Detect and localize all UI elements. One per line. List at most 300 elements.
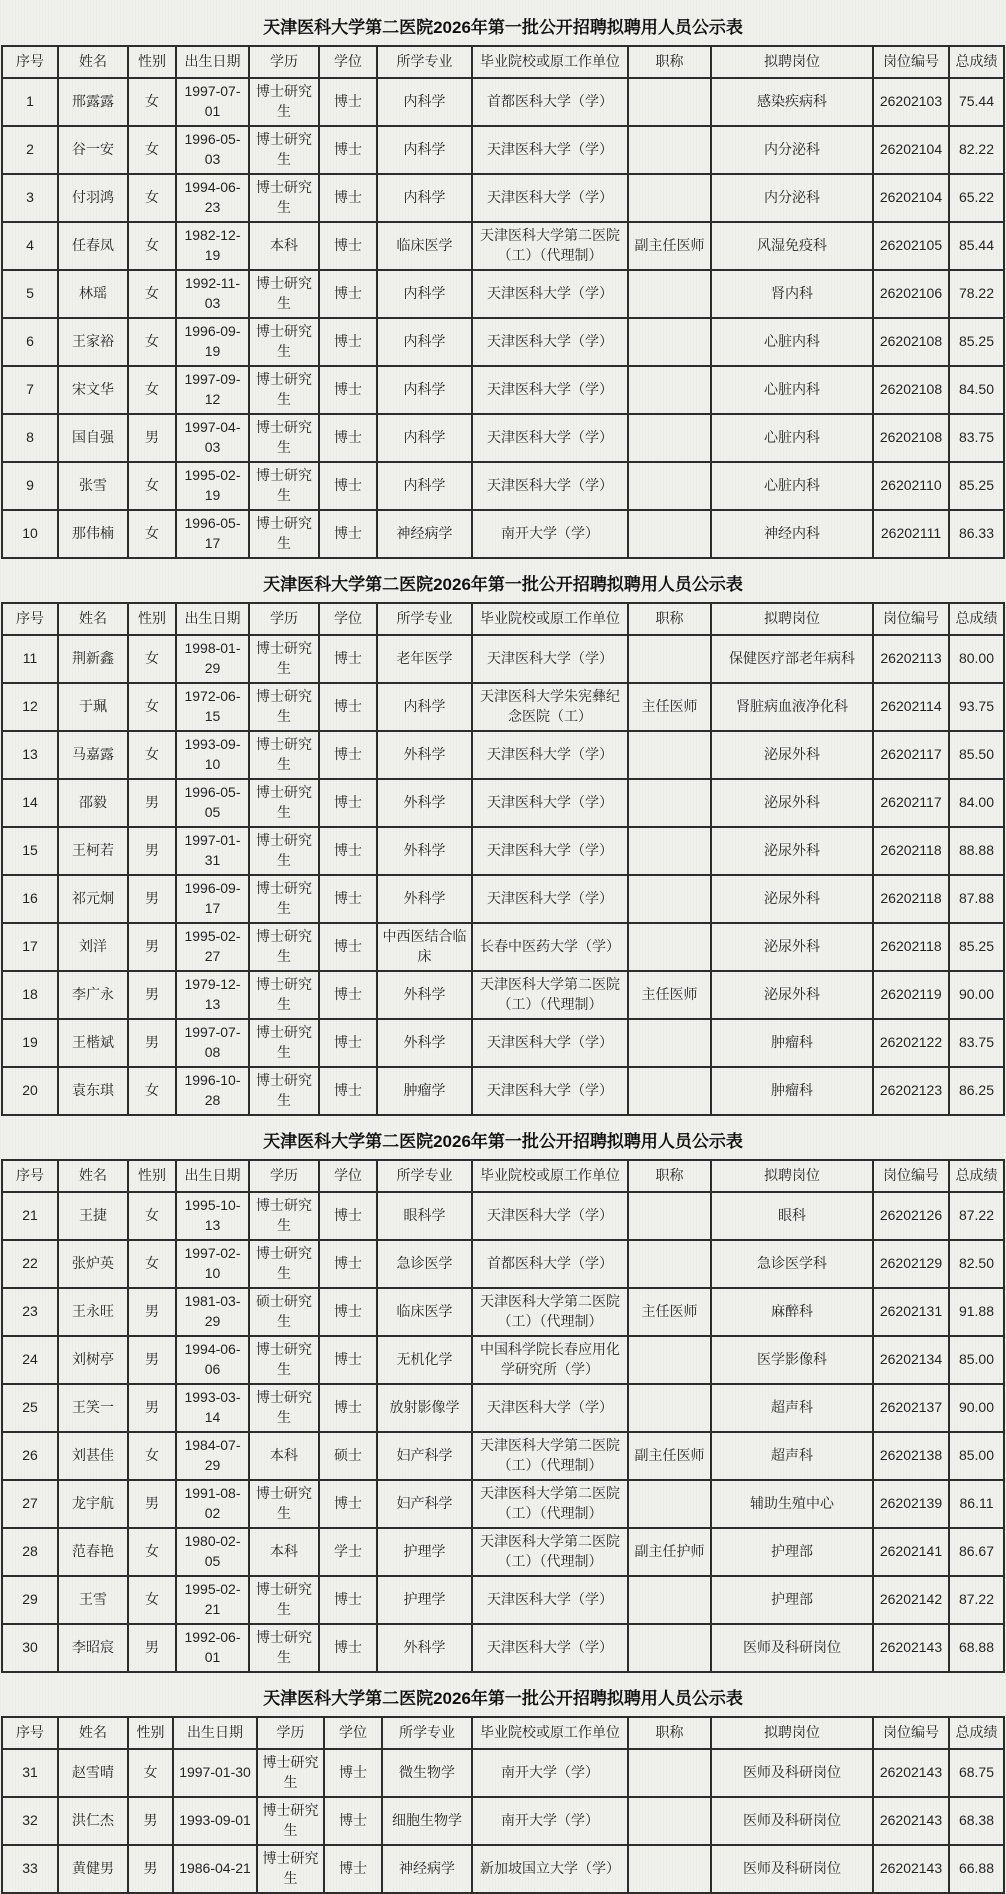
- table-cell: 博士: [319, 174, 377, 222]
- table-cell: 护理学: [377, 1528, 472, 1576]
- column-header: 职称: [628, 46, 711, 78]
- table-cell: 9: [2, 462, 58, 510]
- personnel-table-2: [1, 602, 1005, 1116]
- table-row: [2, 126, 1004, 174]
- column-header: 岗位编号: [873, 1717, 949, 1749]
- table-cell: 南开大学（学）: [472, 1749, 628, 1797]
- table-cell: 内科学: [377, 126, 472, 174]
- table-cell: 博士: [319, 875, 377, 923]
- table-cell: [628, 318, 711, 366]
- table-cell: 26202110: [873, 462, 949, 510]
- table-cell: 肾脏病血液净化科: [711, 683, 873, 731]
- table-cell: 女: [128, 1576, 176, 1624]
- table-cell: 1979-12-13: [176, 971, 249, 1019]
- table-cell: 博士: [319, 1624, 377, 1672]
- table-cell: 泌尿外科: [711, 827, 873, 875]
- table-cell: 男: [128, 1384, 176, 1432]
- table-cell: 26202143: [873, 1845, 949, 1893]
- table-cell: 博士研究生: [249, 78, 319, 126]
- table-cell: 女: [128, 683, 176, 731]
- table-cell: [628, 1749, 711, 1797]
- table-cell: 女: [128, 222, 176, 270]
- table-cell: 1982-12-19: [176, 222, 249, 270]
- table-cell: 8: [2, 414, 58, 462]
- page-title: 天津医科大学第二医院2026年第一批公开招聘拟聘用人员公示表: [263, 1132, 743, 1151]
- personnel-table-3: [1, 1159, 1005, 1673]
- table-cell: [628, 1797, 711, 1845]
- table-cell: 王柯若: [58, 827, 128, 875]
- table-cell: 首都医科大学（学）: [472, 78, 628, 126]
- table-cell: 那伟楠: [58, 510, 128, 558]
- table-cell: 博士研究生: [249, 318, 319, 366]
- table-cell: 26202143: [873, 1797, 949, 1845]
- table-cell: 1995-02-27: [176, 923, 249, 971]
- header-row: [2, 1717, 1004, 1749]
- table-cell: 邢露露: [58, 78, 128, 126]
- table-cell: 医师及科研岗位: [711, 1845, 873, 1893]
- table-cell: 王永旺: [58, 1288, 128, 1336]
- table-row: [2, 1384, 1004, 1432]
- column-header: 性别: [128, 1160, 176, 1192]
- table-cell: 26202131: [873, 1288, 949, 1336]
- column-header: 序号: [2, 1717, 58, 1749]
- column-header: 总成绩: [949, 46, 1004, 78]
- table-row: [2, 875, 1004, 923]
- table-cell: 17: [2, 923, 58, 971]
- table-cell: [628, 875, 711, 923]
- table-cell: 博士研究生: [249, 1336, 319, 1384]
- table-cell: 天津医科大学（学）: [472, 270, 628, 318]
- table-cell: 硕士: [319, 1432, 377, 1480]
- table-cell: 1996-05-17: [176, 510, 249, 558]
- table-cell: 女: [128, 635, 176, 683]
- table-cell: 博士: [319, 222, 377, 270]
- column-header: 岗位编号: [873, 603, 949, 635]
- table-cell: 男: [128, 827, 176, 875]
- table-cell: 博士: [319, 1336, 377, 1384]
- column-header: 拟聘岗位: [711, 46, 873, 78]
- table-row: [2, 1528, 1004, 1576]
- table-cell: [628, 510, 711, 558]
- table-cell: 博士研究生: [249, 1480, 319, 1528]
- table-cell: 1984-07-29: [176, 1432, 249, 1480]
- column-header: 职称: [628, 603, 711, 635]
- table-cell: [628, 414, 711, 462]
- table-cell: 博士研究生: [249, 270, 319, 318]
- table-cell: 临床医学: [377, 1288, 472, 1336]
- table-cell: 赵雪晴: [58, 1749, 128, 1797]
- table-cell: 无机化学: [377, 1336, 472, 1384]
- table-cell: 心脏内科: [711, 414, 873, 462]
- table-cell: 1994-06-06: [176, 1336, 249, 1384]
- table-cell: [628, 1480, 711, 1528]
- personnel-table-4: [1, 1716, 1005, 1894]
- table-cell: 28: [2, 1528, 58, 1576]
- table-cell: 1986-04-21: [173, 1845, 257, 1893]
- table-cell: 超声科: [711, 1384, 873, 1432]
- table-cell: 1997-01-30: [173, 1749, 257, 1797]
- table-cell: 博士研究生: [257, 1797, 324, 1845]
- table-cell: 18: [2, 971, 58, 1019]
- table-cell: 1994-06-23: [176, 174, 249, 222]
- table-cell: [628, 1192, 711, 1240]
- table-cell: 博士: [319, 1067, 377, 1115]
- table-cell: 肿瘤科: [711, 1067, 873, 1115]
- table-cell: 86.33: [949, 510, 1004, 558]
- table-cell: 袁东琪: [58, 1067, 128, 1115]
- table-cell: 31: [2, 1749, 58, 1797]
- table-cell: 博士: [319, 366, 377, 414]
- table-cell: 15: [2, 827, 58, 875]
- table-cell: 付羽鸿: [58, 174, 128, 222]
- column-header: 序号: [2, 603, 58, 635]
- table-cell: 任春凤: [58, 222, 128, 270]
- table-cell: 83.75: [949, 1019, 1004, 1067]
- table-cell: 26202105: [873, 222, 949, 270]
- table-cell: 33: [2, 1845, 58, 1893]
- table-cell: 26202134: [873, 1336, 949, 1384]
- table-cell: 26202104: [873, 174, 949, 222]
- table-row: [2, 827, 1004, 875]
- table-cell: 肿瘤科: [711, 1019, 873, 1067]
- table-cell: 天津医科大学第二医院（工）（代理制）: [472, 222, 628, 270]
- table-cell: 博士: [319, 510, 377, 558]
- table-row: [2, 270, 1004, 318]
- table-cell: [628, 779, 711, 827]
- table-cell: 天津医科大学（学）: [472, 827, 628, 875]
- table-cell: 刘洋: [58, 923, 128, 971]
- table-cell: 泌尿外科: [711, 779, 873, 827]
- table-cell: 16: [2, 875, 58, 923]
- table-cell: 博士: [319, 1240, 377, 1288]
- column-header: 学位: [324, 1717, 382, 1749]
- table-cell: 女: [128, 78, 176, 126]
- table-cell: 博士研究生: [249, 779, 319, 827]
- column-header: 毕业院校或原工作单位: [472, 46, 628, 78]
- table-cell: 82.22: [949, 126, 1004, 174]
- table-cell: 南开大学（学）: [472, 510, 628, 558]
- table-cell: 副主任护师: [628, 1528, 711, 1576]
- table-cell: 医师及科研岗位: [711, 1624, 873, 1672]
- table-cell: 博士: [319, 923, 377, 971]
- table-cell: 本科: [249, 222, 319, 270]
- table-cell: 心脏内科: [711, 366, 873, 414]
- table-cell: 天津医科大学第二医院（工）（代理制）: [472, 1528, 628, 1576]
- table-cell: 26202129: [873, 1240, 949, 1288]
- table-cell: [628, 1624, 711, 1672]
- table-cell: 14: [2, 779, 58, 827]
- table-cell: 天津医科大学（学）: [472, 126, 628, 174]
- table-cell: [628, 1336, 711, 1384]
- table-cell: 68.88: [949, 1624, 1004, 1672]
- column-header: 拟聘岗位: [711, 1160, 873, 1192]
- table-cell: 26: [2, 1432, 58, 1480]
- table-cell: 内分泌科: [711, 174, 873, 222]
- table-cell: 细胞生物学: [382, 1797, 472, 1845]
- announcement-section-4: [0, 1684, 1006, 1894]
- table-cell: 1996-10-28: [176, 1067, 249, 1115]
- table-cell: 保健医疗部老年病科: [711, 635, 873, 683]
- table-cell: 女: [128, 174, 176, 222]
- table-cell: 王家裕: [58, 318, 128, 366]
- table-cell: 外科学: [377, 1019, 472, 1067]
- table-cell: 女: [128, 1240, 176, 1288]
- table-cell: 1981-03-29: [176, 1288, 249, 1336]
- table-cell: 26202108: [873, 414, 949, 462]
- table-cell: 博士研究生: [249, 462, 319, 510]
- table-cell: 26202143: [873, 1749, 949, 1797]
- table-cell: 天津医科大学第二医院（工）（代理制）: [472, 971, 628, 1019]
- table-row: [2, 971, 1004, 1019]
- table-cell: [628, 1019, 711, 1067]
- table-row: [2, 1067, 1004, 1115]
- table-cell: 男: [128, 1624, 176, 1672]
- table-cell: 林瑶: [58, 270, 128, 318]
- table-cell: 博士研究生: [257, 1749, 324, 1797]
- table-cell: 临床医学: [377, 222, 472, 270]
- table-cell: 天津医科大学（学）: [472, 1624, 628, 1672]
- table-cell: 26202118: [873, 923, 949, 971]
- table-cell: 博士研究生: [249, 875, 319, 923]
- table-cell: 1992-11-03: [176, 270, 249, 318]
- table-cell: 26202114: [873, 683, 949, 731]
- table-cell: 女: [128, 366, 176, 414]
- table-cell: 心脏内科: [711, 462, 873, 510]
- column-header: 毕业院校或原工作单位: [472, 1717, 628, 1749]
- column-header: 序号: [2, 46, 58, 78]
- table-cell: 26202108: [873, 318, 949, 366]
- table-cell: 25: [2, 1384, 58, 1432]
- table-row: [2, 1480, 1004, 1528]
- table-cell: 1992-06-01: [176, 1624, 249, 1672]
- table-cell: 博士: [319, 1192, 377, 1240]
- table-cell: 天津医科大学第二医院（工）（代理制）: [472, 1288, 628, 1336]
- table-cell: 李广永: [58, 971, 128, 1019]
- table-cell: 女: [128, 318, 176, 366]
- table-row: [2, 923, 1004, 971]
- table-cell: 博士研究生: [249, 366, 319, 414]
- table-cell: 博士: [324, 1749, 382, 1797]
- table-cell: 男: [128, 414, 176, 462]
- table-cell: 20: [2, 1067, 58, 1115]
- table-cell: [628, 1845, 711, 1893]
- table-cell: 副主任医师: [628, 1432, 711, 1480]
- table-cell: 博士: [319, 1480, 377, 1528]
- table-cell: 主任医师: [628, 971, 711, 1019]
- table-cell: [628, 366, 711, 414]
- column-header: 学位: [319, 1160, 377, 1192]
- table-cell: [628, 1240, 711, 1288]
- table-cell: 博士: [319, 414, 377, 462]
- table-cell: 内科学: [377, 366, 472, 414]
- announcement-document: [0, 13, 1006, 1894]
- table-cell: 神经内科: [711, 510, 873, 558]
- table-cell: 马嘉露: [58, 731, 128, 779]
- table-cell: 外科学: [377, 1624, 472, 1672]
- table-cell: 4: [2, 222, 58, 270]
- table-cell: 新加坡国立大学（学）: [472, 1845, 628, 1893]
- table-cell: 内科学: [377, 174, 472, 222]
- column-header: 总成绩: [949, 1160, 1004, 1192]
- table-row: [2, 1624, 1004, 1672]
- table-cell: 博士研究生: [249, 1192, 319, 1240]
- table-cell: 86.67: [949, 1528, 1004, 1576]
- column-header: 拟聘岗位: [711, 603, 873, 635]
- table-cell: 1997-02-10: [176, 1240, 249, 1288]
- table-cell: 87.88: [949, 875, 1004, 923]
- table-cell: [628, 1576, 711, 1624]
- table-cell: 30: [2, 1624, 58, 1672]
- column-header: 出生日期: [173, 1717, 257, 1749]
- column-header: 拟聘岗位: [711, 1717, 873, 1749]
- table-cell: 博士: [324, 1845, 382, 1893]
- table-cell: 微生物学: [382, 1749, 472, 1797]
- column-header: 性别: [128, 46, 176, 78]
- table-cell: 博士: [319, 1576, 377, 1624]
- table-row: [2, 462, 1004, 510]
- table-cell: 1996-05-05: [176, 779, 249, 827]
- table-cell: 内科学: [377, 270, 472, 318]
- table-cell: 32: [2, 1797, 58, 1845]
- column-header: 学历: [249, 603, 319, 635]
- table-cell: 6: [2, 318, 58, 366]
- table-cell: 泌尿外科: [711, 875, 873, 923]
- table-cell: 23: [2, 1288, 58, 1336]
- table-cell: 国自强: [58, 414, 128, 462]
- table-cell: 博士研究生: [249, 683, 319, 731]
- table-cell: 本科: [249, 1432, 319, 1480]
- table-cell: [628, 174, 711, 222]
- column-header: 所学专业: [377, 1160, 472, 1192]
- table-cell: 龙宇航: [58, 1480, 128, 1528]
- table-cell: 7: [2, 366, 58, 414]
- column-header: 岗位编号: [873, 1160, 949, 1192]
- table-cell: 范春艳: [58, 1528, 128, 1576]
- table-cell: 26202113: [873, 635, 949, 683]
- table-cell: 中国科学院长春应用化学研究所（学）: [472, 1336, 628, 1384]
- table-cell: 24: [2, 1336, 58, 1384]
- column-header: 职称: [628, 1717, 711, 1749]
- table-cell: 天津医科大学（学）: [472, 1384, 628, 1432]
- table-cell: 26202111: [873, 510, 949, 558]
- table-cell: 王楷斌: [58, 1019, 128, 1067]
- column-header: 性别: [128, 1717, 173, 1749]
- table-cell: 博士: [319, 78, 377, 126]
- table-cell: 26202142: [873, 1576, 949, 1624]
- table-cell: 博士: [324, 1797, 382, 1845]
- table-cell: 内科学: [377, 683, 472, 731]
- table-cell: 博士: [319, 1019, 377, 1067]
- table-cell: 天津医科大学（学）: [472, 731, 628, 779]
- table-cell: 麻醉科: [711, 1288, 873, 1336]
- table-cell: 外科学: [377, 875, 472, 923]
- table-cell: 男: [128, 1845, 173, 1893]
- table-cell: 女: [128, 731, 176, 779]
- table-cell: 1997-09-12: [176, 366, 249, 414]
- column-header: 出生日期: [176, 1160, 249, 1192]
- table-cell: [628, 923, 711, 971]
- column-header: 姓名: [58, 603, 128, 635]
- table-cell: [628, 1384, 711, 1432]
- table-cell: 博士研究生: [249, 635, 319, 683]
- column-header: 总成绩: [949, 1717, 1004, 1749]
- table-cell: 李昭宸: [58, 1624, 128, 1672]
- announcement-section-2: [0, 570, 1006, 1116]
- table-cell: 85.00: [949, 1432, 1004, 1480]
- table-cell: 26202141: [873, 1528, 949, 1576]
- table-cell: 5: [2, 270, 58, 318]
- table-cell: 超声科: [711, 1432, 873, 1480]
- column-header: 总成绩: [949, 603, 1004, 635]
- table-cell: 78.22: [949, 270, 1004, 318]
- table-cell: 博士: [319, 318, 377, 366]
- table-cell: 博士: [319, 731, 377, 779]
- table-cell: 眼科学: [377, 1192, 472, 1240]
- table-row: [2, 779, 1004, 827]
- page-title: 天津医科大学第二医院2026年第一批公开招聘拟聘用人员公示表: [263, 575, 743, 594]
- table-cell: 女: [128, 126, 176, 174]
- table-cell: 博士研究生: [257, 1845, 324, 1893]
- table-cell: 天津医科大学（学）: [472, 318, 628, 366]
- table-row: [2, 1797, 1004, 1845]
- table-cell: 博士研究生: [249, 414, 319, 462]
- table-cell: 83.75: [949, 414, 1004, 462]
- table-cell: 外科学: [377, 827, 472, 875]
- table-cell: 26202103: [873, 78, 949, 126]
- table-cell: 首都医科大学（学）: [472, 1240, 628, 1288]
- table-row: [2, 731, 1004, 779]
- table-cell: 博士研究生: [249, 1576, 319, 1624]
- table-cell: 29: [2, 1576, 58, 1624]
- table-cell: 护理学: [377, 1576, 472, 1624]
- table-cell: 1996-09-19: [176, 318, 249, 366]
- table-cell: [628, 731, 711, 779]
- table-cell: 急诊医学: [377, 1240, 472, 1288]
- table-cell: 天津医科大学（学）: [472, 635, 628, 683]
- table-cell: 1995-10-13: [176, 1192, 249, 1240]
- table-cell: 21: [2, 1192, 58, 1240]
- table-cell: 祁元炯: [58, 875, 128, 923]
- table-cell: 外科学: [377, 731, 472, 779]
- table-cell: 天津医科大学（学）: [472, 875, 628, 923]
- table-cell: 泌尿外科: [711, 923, 873, 971]
- table-cell: 主任医师: [628, 1288, 711, 1336]
- table-cell: 博士: [319, 126, 377, 174]
- column-header: 性别: [128, 603, 176, 635]
- page-title: 天津医科大学第二医院2026年第一批公开招聘拟聘用人员公示表: [263, 18, 743, 37]
- table-row: [2, 1336, 1004, 1384]
- table-cell: 博士研究生: [249, 1240, 319, 1288]
- table-cell: 天津医科大学（学）: [472, 1019, 628, 1067]
- table-cell: 护理部: [711, 1576, 873, 1624]
- table-cell: 26202117: [873, 731, 949, 779]
- table-cell: 内科学: [377, 462, 472, 510]
- column-header: 学位: [319, 603, 377, 635]
- personnel-table-1: [1, 45, 1005, 559]
- table-cell: 1991-08-02: [176, 1480, 249, 1528]
- table-cell: 长春中医药大学（学）: [472, 923, 628, 971]
- table-cell: 泌尿外科: [711, 971, 873, 1019]
- table-cell: 谷一安: [58, 126, 128, 174]
- table-cell: 外科学: [377, 779, 472, 827]
- table-cell: 1993-03-14: [176, 1384, 249, 1432]
- table-cell: 博士: [319, 779, 377, 827]
- table-cell: 女: [128, 1432, 176, 1480]
- table-cell: 博士研究生: [249, 731, 319, 779]
- table-cell: 1997-07-08: [176, 1019, 249, 1067]
- column-header: 毕业院校或原工作单位: [472, 1160, 628, 1192]
- table-cell: 26202143: [873, 1624, 949, 1672]
